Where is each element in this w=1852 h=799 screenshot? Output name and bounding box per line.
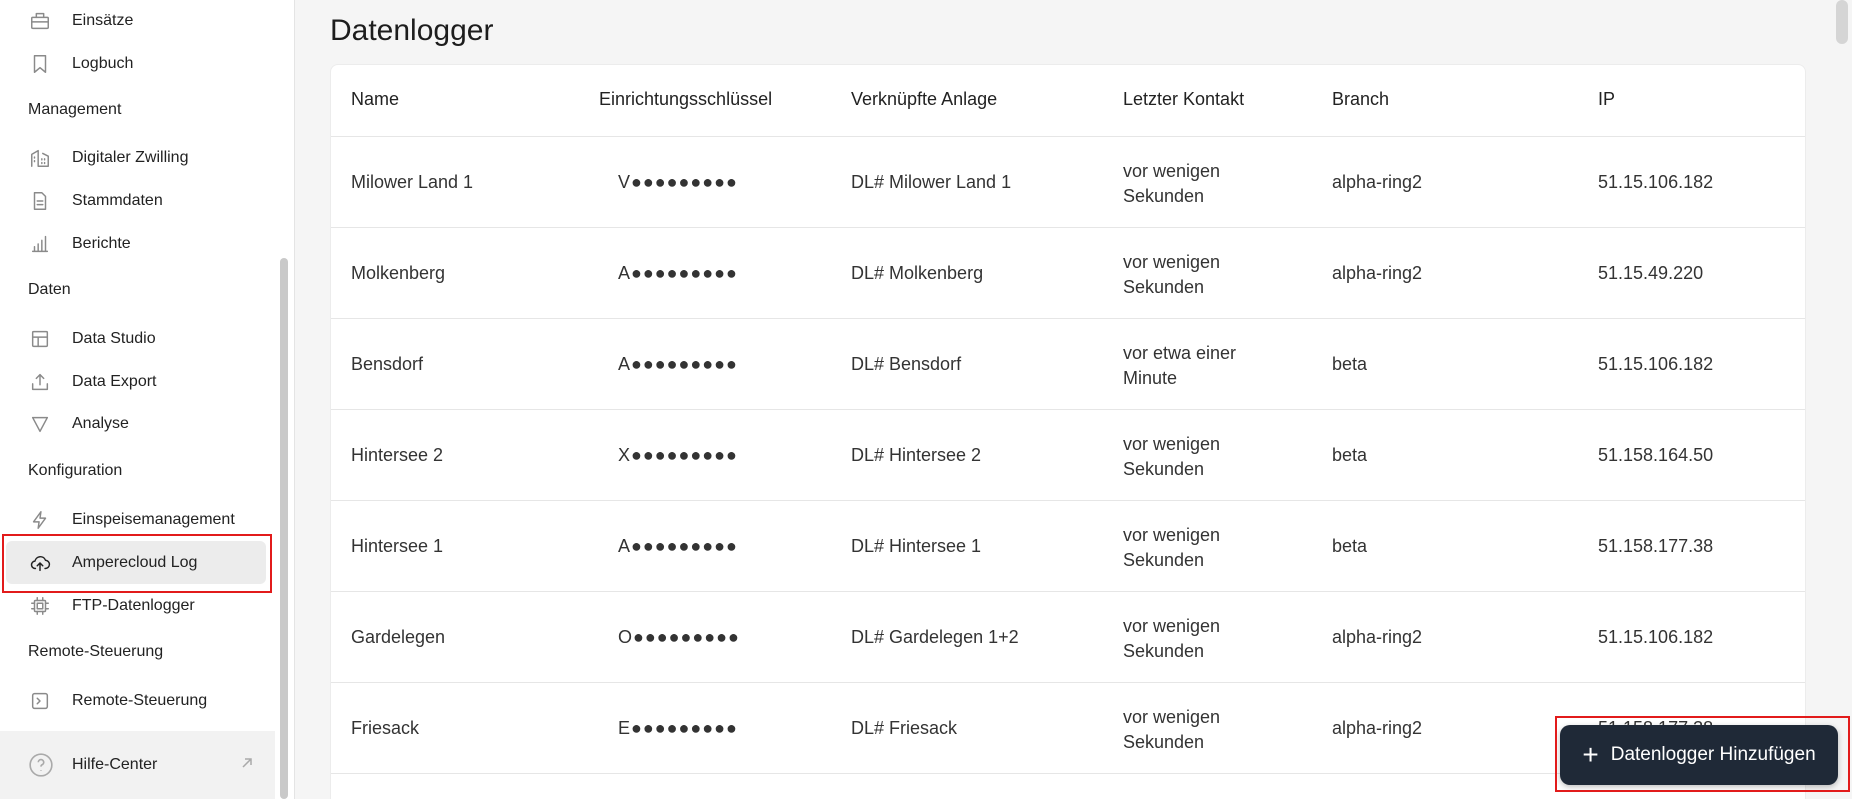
cell-name: Bensdorf xyxy=(351,354,424,374)
sidebar-item-remote-steuerung[interactable] xyxy=(0,679,270,722)
sidebar-item-ftp-datenlogger[interactable] xyxy=(0,584,270,627)
cell-ip: 51.158.177.38 xyxy=(1598,536,1714,556)
cell-branch: alpha-ring2 xyxy=(1332,263,1423,283)
cell-name: Hintersee 1 xyxy=(351,536,444,556)
sidebar-item-label: Data Export xyxy=(72,372,157,390)
cell-name: Gardelegen xyxy=(351,627,446,647)
cell-key: A●●●●●●●●● xyxy=(618,263,738,283)
help-center-label: Hilfe-Center xyxy=(72,756,158,773)
sidebar-item-label: Logbuch xyxy=(72,54,134,72)
add-datenlogger-label: Datenlogger Hinzufügen xyxy=(1610,744,1816,765)
cloud-upload-icon xyxy=(28,551,52,575)
table-row[interactable] xyxy=(331,592,1805,683)
cell-name: Hintersee 2 xyxy=(351,445,444,465)
sidebar-item-label: Data Studio xyxy=(72,329,156,347)
column-header-branch[interactable]: Branch xyxy=(1332,89,1390,109)
sidebar-item-stammdaten[interactable] xyxy=(0,179,270,222)
cell-contact: vor wenigen Sekunden xyxy=(1123,707,1221,752)
bar-chart-icon xyxy=(28,232,52,256)
sidebar-item-label: Amperecloud Log xyxy=(72,553,198,571)
document-icon xyxy=(28,189,52,213)
column-header-contact[interactable]: Letzter Kontakt xyxy=(1123,89,1245,109)
sidebar-item-label: Stammdaten xyxy=(72,191,163,209)
page-title: Datenlogger xyxy=(330,14,494,47)
cell-ip: 51.15.106.182 xyxy=(1598,354,1714,374)
sidebar-scrollbar[interactable] xyxy=(280,258,288,799)
building-icon xyxy=(28,146,52,170)
external-link-icon xyxy=(239,755,255,776)
sidebar-item-amperecloud-log[interactable] xyxy=(6,541,266,584)
section-title-management: Management xyxy=(28,101,122,118)
main-content xyxy=(296,0,1852,799)
column-header-plant[interactable]: Verknüpfte Anlage xyxy=(851,89,998,109)
sidebar xyxy=(0,0,295,799)
sidebar-item-label: FTP-Datenlogger xyxy=(72,596,195,614)
lightning-icon xyxy=(28,508,52,532)
column-header-key[interactable]: Einrichtungsschlüssel xyxy=(599,89,773,109)
cell-plant[interactable]: DL# Hintersee 1 xyxy=(851,536,982,556)
cell-key: V●●●●●●●●● xyxy=(618,172,738,192)
cell-contact: vor wenigen Sekunden xyxy=(1123,616,1221,661)
sidebar-item-label: Remote-Steuerung xyxy=(72,691,208,709)
main-scrollbar[interactable] xyxy=(1836,0,1848,44)
section-title-remote-steuerung: Remote-Steuerung xyxy=(28,643,164,660)
cell-name: Molkenberg xyxy=(351,263,446,283)
upload-icon xyxy=(28,370,52,394)
cell-key: O●●●●●●●●● xyxy=(618,627,740,647)
cell-contact: vor wenigen Sekunden xyxy=(1123,434,1221,479)
sidebar-item-digitaler-zwilling[interactable] xyxy=(0,136,270,179)
table-row[interactable] xyxy=(331,410,1805,501)
sidebar-item-data-studio[interactable] xyxy=(0,317,270,360)
cell-plant[interactable]: DL# Milower Land 1 xyxy=(851,172,1012,192)
sidebar-item-data-export[interactable] xyxy=(0,360,270,403)
cell-key: A●●●●●●●●● xyxy=(618,536,738,556)
cell-branch: beta xyxy=(1332,536,1368,556)
sidebar-item-label: Digitaler Zwilling xyxy=(72,148,189,166)
cell-branch: beta xyxy=(1332,354,1368,374)
cell-plant[interactable]: DL# Hintersee 2 xyxy=(851,445,982,465)
cell-ip: 51.158.164.50 xyxy=(1598,445,1714,465)
cell-contact: vor wenigen Sekunden xyxy=(1123,161,1221,206)
table-row[interactable] xyxy=(331,228,1805,319)
cell-contact: vor etwa einer Minute xyxy=(1123,343,1237,388)
cell-ip: 51.15.106.182 xyxy=(1598,627,1714,647)
briefcase-icon xyxy=(28,9,52,33)
funnel-icon xyxy=(28,412,52,436)
sidebar-item-einspeisemanagement[interactable] xyxy=(0,498,270,541)
cell-plant[interactable]: DL# Gardelegen 1+2 xyxy=(851,627,1019,647)
cell-branch: alpha-ring2 xyxy=(1332,627,1423,647)
cell-key: E●●●●●●●●● xyxy=(618,718,738,738)
cell-ip: 51.15.106.182 xyxy=(1598,172,1714,192)
cell-name: Milower Land 1 xyxy=(351,172,474,192)
layout-icon xyxy=(28,327,52,351)
cell-plant[interactable]: DL# Bensdorf xyxy=(851,354,962,374)
column-header-name[interactable]: Name xyxy=(351,89,400,109)
cell-contact: vor wenigen Sekunden xyxy=(1123,252,1221,297)
sidebar-item-analyse[interactable] xyxy=(0,402,270,445)
table-row[interactable] xyxy=(331,137,1805,228)
table-header xyxy=(331,65,1805,137)
cell-plant[interactable]: DL# Friesack xyxy=(851,718,958,738)
column-header-ip[interactable]: IP xyxy=(1598,89,1616,109)
help-center-link[interactable] xyxy=(0,731,275,799)
bookmark-icon xyxy=(28,52,52,76)
add-datenlogger-button[interactable] xyxy=(1560,725,1838,785)
cell-key: A●●●●●●●●● xyxy=(618,354,738,374)
question-circle-icon xyxy=(28,752,54,778)
cell-plant[interactable]: DL# Molkenberg xyxy=(851,263,984,283)
table-row[interactable] xyxy=(331,319,1805,410)
section-title-daten: Daten xyxy=(28,281,71,298)
cell-branch: alpha-ring2 xyxy=(1332,718,1423,738)
cell-contact: vor wenigen Sekunden xyxy=(1123,525,1221,570)
chip-icon xyxy=(28,594,52,618)
sidebar-item-label: Einspeisemanagement xyxy=(72,510,235,528)
cell-name: Friesack xyxy=(351,718,420,738)
sidebar-item-label: Berichte xyxy=(72,234,131,252)
sidebar-item-label: Analyse xyxy=(72,414,129,432)
plus-icon: + xyxy=(1582,739,1599,770)
sidebar-item-berichte[interactable] xyxy=(0,222,270,265)
cell-branch: alpha-ring2 xyxy=(1332,172,1423,192)
sidebar-item-logbuch[interactable] xyxy=(0,42,270,85)
cell-branch: beta xyxy=(1332,445,1368,465)
cell-ip: 51.15.49.220 xyxy=(1598,263,1704,283)
sidebar-item-einsaetze[interactable] xyxy=(0,0,270,42)
section-title-konfiguration: Konfiguration xyxy=(28,462,123,479)
datenlogger-table xyxy=(330,64,1806,799)
terminal-icon xyxy=(28,689,52,713)
cell-key: X●●●●●●●●● xyxy=(618,445,738,465)
sidebar-item-label: Einsätze xyxy=(72,11,134,29)
table-row[interactable] xyxy=(331,501,1805,592)
